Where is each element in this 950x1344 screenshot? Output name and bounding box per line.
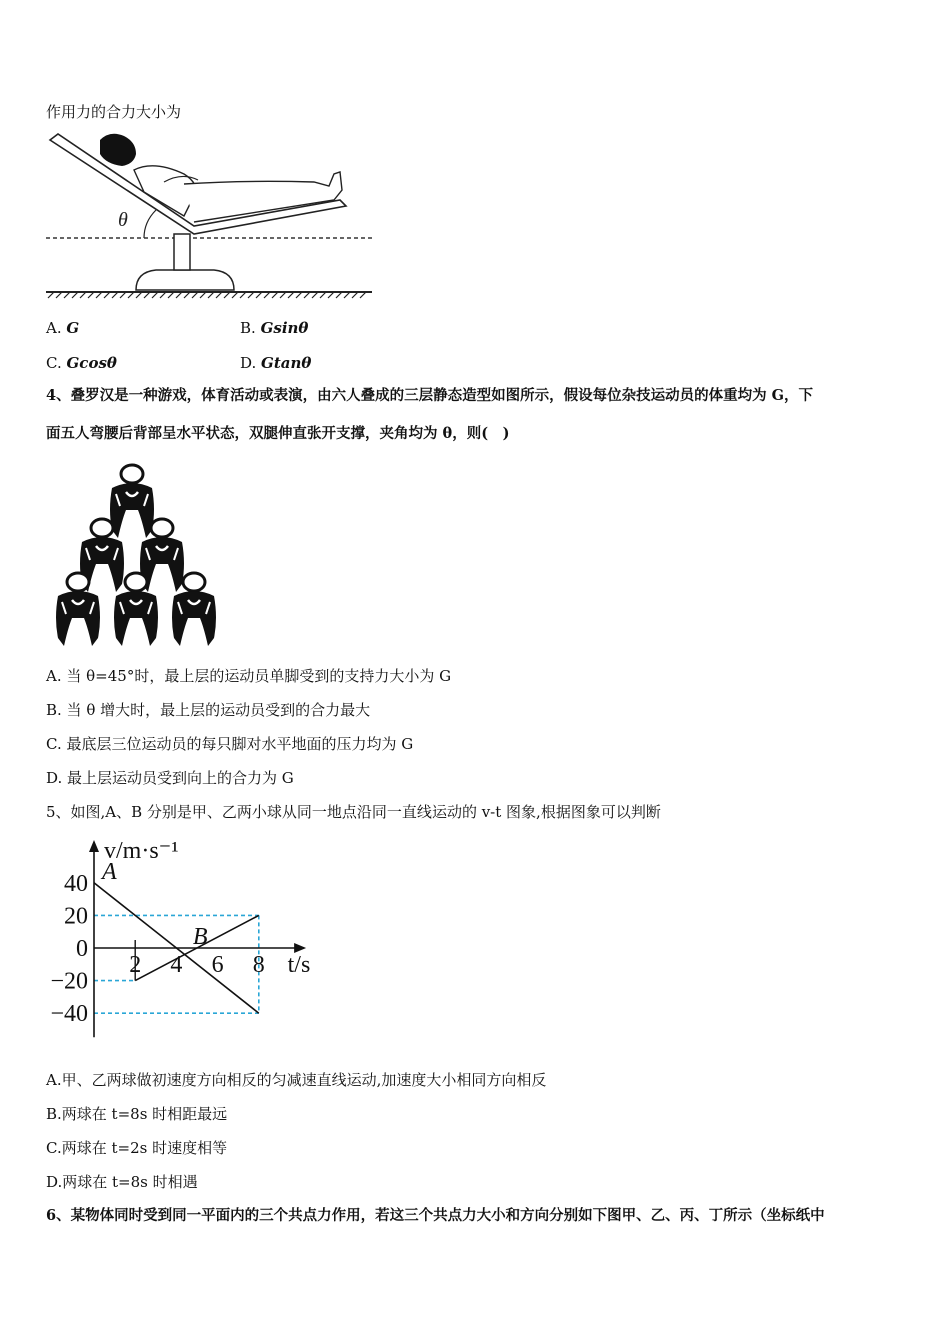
q3-option-a-letter: A. xyxy=(46,319,62,337)
q4-option-d[interactable]: D. 最上层运动员受到向上的合力为 G xyxy=(46,769,294,787)
vt-chart xyxy=(40,834,320,1044)
chart-labels xyxy=(50,838,310,1027)
q5-option-a[interactable]: A.甲、乙两球做初速度方向相反的匀减速直线运动,加速度大小相同方向相反 xyxy=(46,1071,547,1089)
y-tick-label: 0 xyxy=(76,936,88,962)
x-tick-label: 2 xyxy=(129,952,142,978)
q4-option-b[interactable]: B. 当 θ 增大时，最上层的运动员受到的合力最大 xyxy=(46,701,371,719)
q3-option-c-letter: C. xyxy=(46,354,62,372)
y-tick-label: 20 xyxy=(64,903,88,930)
human-pyramid-figure xyxy=(56,460,226,650)
q3-option-b-text: Gsinθ xyxy=(260,319,309,337)
y-tick-label: −40 xyxy=(50,1001,88,1028)
series-label-b: B xyxy=(192,924,208,950)
q3-option-a[interactable] xyxy=(46,318,79,338)
q5-stem: 5、如图,A、B 分别是甲、乙两小球从同一地点沿同一直线运动的 v-t 图象,根据图象可以判断 xyxy=(46,803,661,821)
intro-line: 作用力的合力大小为 xyxy=(46,103,182,121)
q5-option-b[interactable]: B.两球在 t=8s 时相距最远 xyxy=(46,1105,228,1123)
q3-option-b-letter: B. xyxy=(240,319,256,337)
reclining-chair-figure xyxy=(44,130,384,300)
series-label-a: A xyxy=(102,858,117,885)
x-tick-label: 6 xyxy=(211,952,224,978)
x-tick-label: 8 xyxy=(252,952,265,978)
q3-option-b[interactable] xyxy=(240,318,308,338)
x-tick-label: 4 xyxy=(170,952,183,978)
y-tick-label: 40 xyxy=(64,870,88,897)
angle-theta-label: θ xyxy=(118,209,128,231)
q3-option-a-text: G xyxy=(66,319,80,337)
q6-stem: 6、某物体同时受到同一平面内的三个共点力作用，若这三个共点力大小和方向分别如下图甲、乙、丙、丁所示（坐标纸中 xyxy=(46,1207,825,1224)
q3-option-d-text: Gtanθ xyxy=(261,354,312,372)
q4-stem-line1: 4、叠罗汉是一种游戏，体育活动或表演，由六人叠成的三层静态造型如图所示，假设每位杂技运动员的体重均为 G，下 xyxy=(46,387,814,404)
q3-option-c-text: Gcosθ xyxy=(66,354,117,372)
q5-option-c[interactable]: C.两球在 t=2s 时速度相等 xyxy=(46,1139,228,1157)
x-axis-label: t/s xyxy=(287,952,311,978)
q3-option-d[interactable] xyxy=(240,353,311,373)
q4-option-c[interactable]: C. 最底层三位运动员的每只脚对水平地面的压力均为 G xyxy=(46,735,414,753)
q5-option-d[interactable]: D.两球在 t=8s 时相遇 xyxy=(46,1173,198,1191)
q4-option-a[interactable]: A. 当 θ=45°时，最上层的运动员单脚受到的支持力大小为 G xyxy=(46,667,452,685)
q3-option-d-letter: D. xyxy=(240,354,257,372)
q4-stem-line2: 面五人弯腰后背部呈水平状态，双腿伸直张开支撑，夹角均为 θ，则( ) xyxy=(46,425,510,442)
y-axis-label: v/m·s⁻¹ xyxy=(104,838,179,864)
y-tick-label: −20 xyxy=(50,968,88,995)
q3-option-c[interactable] xyxy=(46,353,117,373)
y-axis-arrow xyxy=(89,840,99,852)
